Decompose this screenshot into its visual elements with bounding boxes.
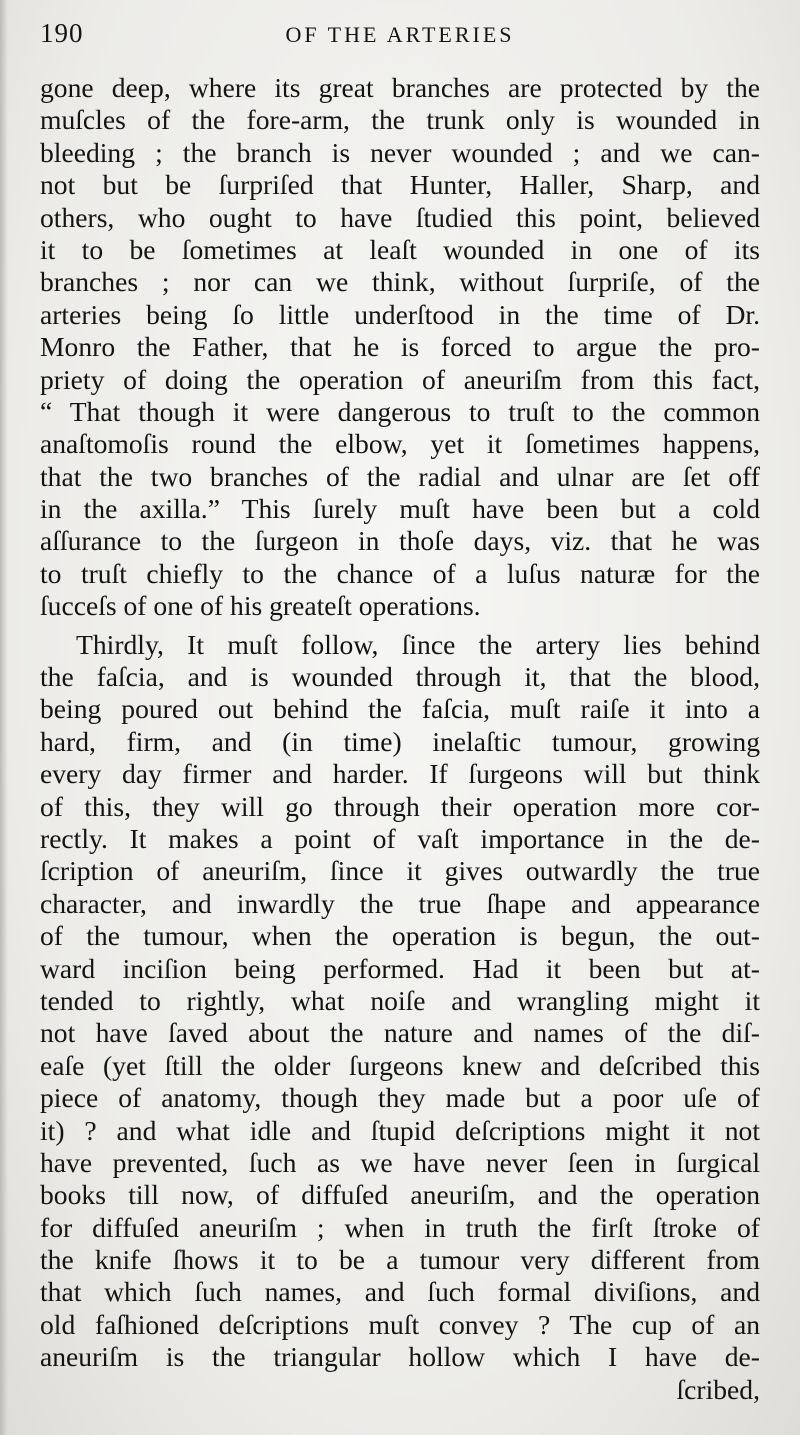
text-line: have prevented, ſuch as we have never ſeen in ſurgical (40, 1146, 760, 1178)
text-line: that the two branches of the radial and ulnar are ſet off (40, 460, 760, 492)
page-header (40, 18, 760, 54)
paragraph (40, 72, 760, 623)
text-line: piece of anatomy, though they made but a poor uſe of (40, 1082, 760, 1114)
text-line: tended to rightly, what noiſe and wrangling might it (40, 984, 760, 1016)
text-line: the faſcia, and is wounded through it, that the blood, (40, 661, 760, 693)
text-line: it to be ſometimes at leaſt wounded in one of its (40, 233, 760, 265)
text-line: priety of doing the operation of aneuriſm from this fact, (40, 363, 760, 395)
text-line: books till now, of diffuſed aneuriſm, and the operation (40, 1179, 760, 1211)
text-line: branches ; nor can we think, without ſurpriſe, of the (40, 266, 760, 298)
text-line: “ That though it were dangerous to truſt to the common (40, 395, 760, 427)
text-line: ſcription of aneuriſm, ſince it gives outwardly the true (40, 855, 760, 887)
text-line: eaſe (yet ſtill the older ſurgeons knew and deſcribed this (40, 1049, 760, 1081)
text-line: for diffuſed aneuriſm ; when in truth the firſt ſtroke of (40, 1211, 760, 1243)
running-head: OF THE ARTERIES (285, 22, 515, 47)
text-line: gone deep, where its great branches are protected by the (40, 72, 760, 103)
text-line: being poured out behind the faſcia, muſt raiſe it into a (40, 693, 760, 725)
text-line: old faſhioned deſcriptions muſt convey ? The cup of an (40, 1308, 760, 1340)
text-line: bleeding ; the branch is never wounded ; and we can- (40, 136, 760, 168)
text-line: hard, firm, and (in time) inelaſtic tumour, growing (40, 725, 760, 757)
text-line: of this, they will go through their operation more cor- (40, 790, 760, 822)
text-line: of the tumour, when the operation is begun, the out- (40, 920, 760, 952)
text-line: Monro the Father, that he is forced to argue the pro- (40, 331, 760, 363)
text-line: others, who ought to have ſtudied this point, believed (40, 201, 760, 233)
body-text (40, 72, 760, 1406)
text-line: to truſt chiefly to the chance of a luſus naturæ for the (40, 557, 760, 589)
text-line: Thirdly, It muſt follow, ſince the artery lies behind (76, 628, 760, 660)
text-line: anaſtomoſis round the elbow, yet it ſometimes happens, (40, 428, 760, 460)
text-line: not but be ſurpriſed that Hunter, Haller, Sharp, and (40, 169, 760, 201)
text-line: it) ? and what idle and ſtupid deſcriptions might it not (40, 1114, 760, 1146)
text-line: in the axilla.” This ſurely muſt have been but a cold (40, 493, 760, 525)
text-line: ward inciſion being performed. Had it been but at- (40, 952, 760, 984)
text-line: muſcles of the fore-arm, the trunk only is wounded in (40, 104, 760, 136)
text-line: ſucceſs of one of his greateſt operations. (40, 590, 481, 622)
text-line: aſſurance to the ſurgeon in thoſe days, viz. that he was (40, 525, 760, 557)
page-number: 190 (40, 18, 84, 48)
text-line: every day firmer and harder. If ſurgeons will but think (40, 758, 760, 790)
text-line: arteries being ſo little underſtood in the time of Dr. (40, 298, 760, 330)
text-line: character, and inwardly the true ſhape and appearance (40, 887, 760, 919)
paragraph (40, 623, 760, 1374)
text-line: not have ſaved about the nature and names of the diſ- (40, 1017, 760, 1049)
text-line: rectly. It makes a point of vaſt importance in the de- (40, 822, 760, 854)
text-line: aneuriſm is the triangular hollow which I have de- (40, 1341, 760, 1373)
text-line: the knife ſhows it to be a tumour very different from (40, 1244, 760, 1276)
catchword: ſcribed, (676, 1373, 760, 1405)
text-line: that which ſuch names, and ſuch formal diviſions, and (40, 1276, 760, 1308)
page-edge-shadow (0, 0, 8, 1435)
